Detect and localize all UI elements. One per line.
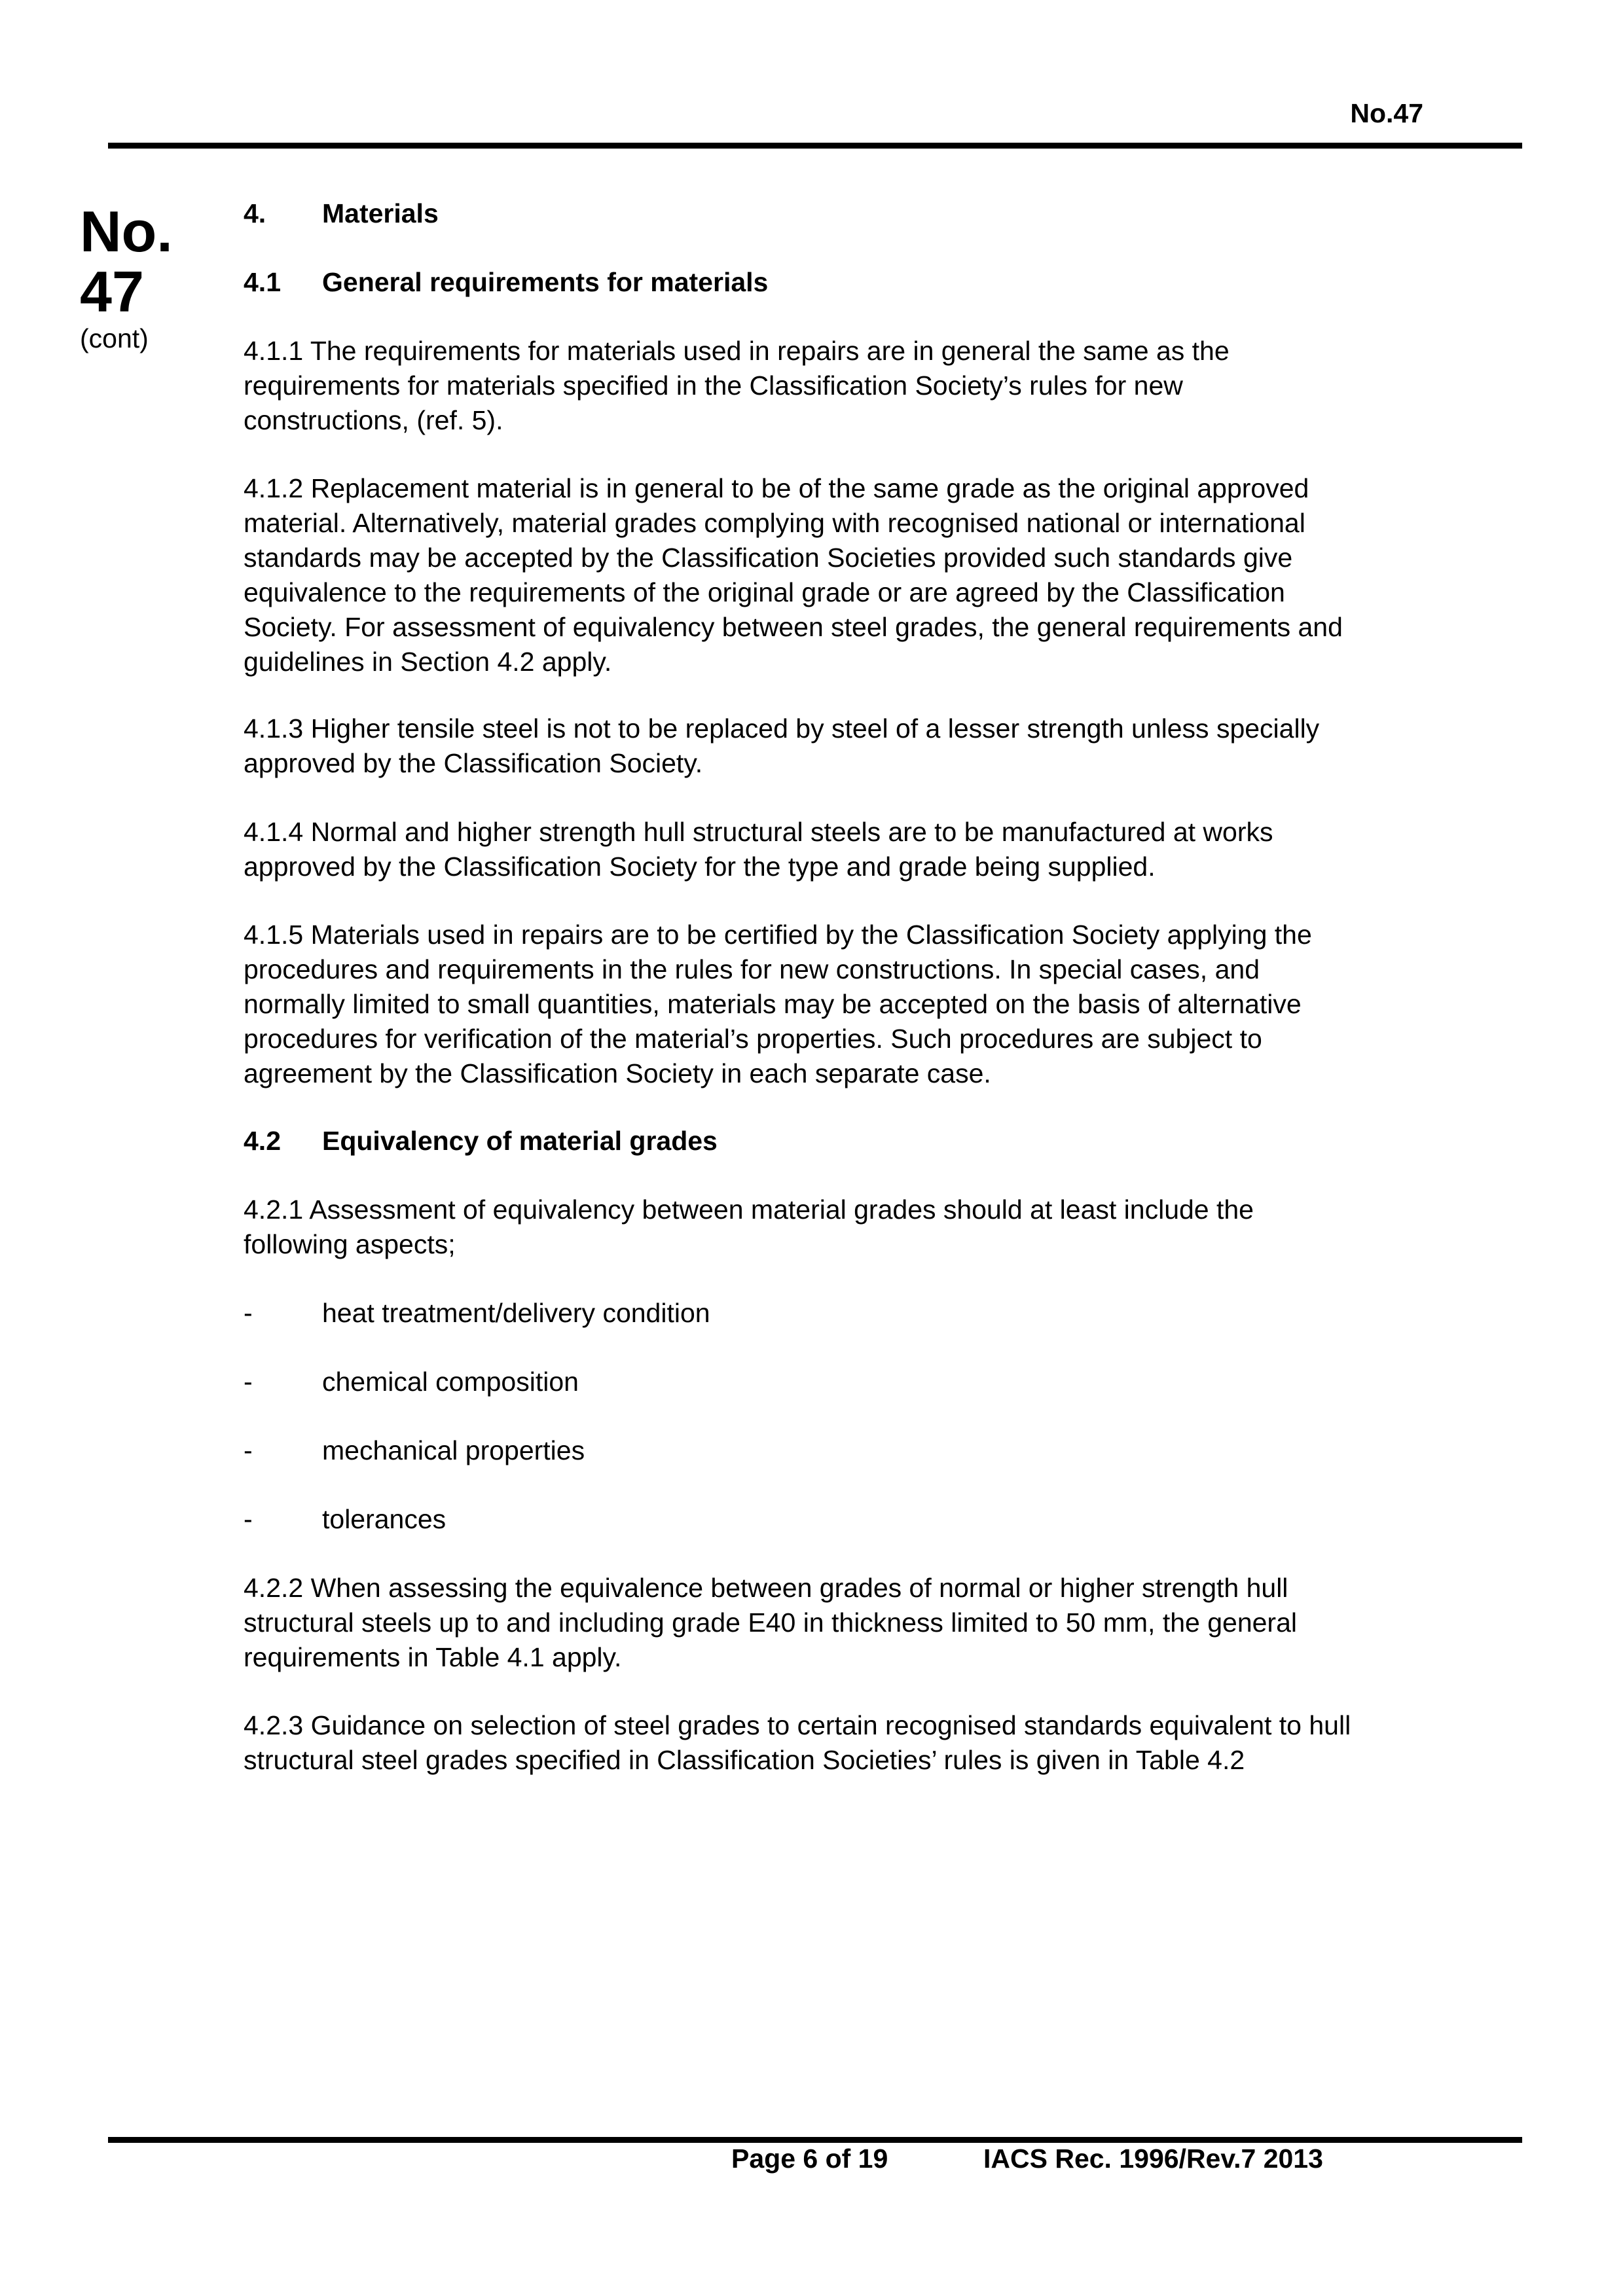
document-number-header: No.47: [1350, 98, 1423, 128]
paragraph-line: following aspects;: [244, 1229, 456, 1259]
paragraph-4-2-1: [244, 1193, 1487, 1262]
paragraph-4-1-2: [244, 471, 1487, 679]
paragraph-line: 4.1.1 The requirements for materials used in repairs are in general the same as the: [244, 336, 1230, 366]
side-label: [80, 199, 178, 355]
paragraph-line: material. Alternatively, material grades complying with recognised national or international: [244, 508, 1305, 538]
side-continued: (cont): [80, 323, 149, 353]
paragraph-line: structural steel grades specified in Classification Societies’ rules is given in Table 4.2: [244, 1745, 1245, 1775]
paragraph-4-2-3: [244, 1708, 1487, 1778]
header-rule: [108, 143, 1522, 149]
list-item: [244, 1365, 1487, 1399]
paragraph-line: procedures for verification of the material’s properties. Such procedures are subject to: [244, 1024, 1262, 1054]
paragraph-line: 4.1.2 Replacement material is in general to be of the same grade as the original approved: [244, 473, 1309, 503]
paragraph-line: requirements for materials specified in the Classification Society’s rules for new: [244, 370, 1183, 401]
heading-section-4: [244, 196, 1487, 231]
bullet-dash: -: [244, 1298, 253, 1328]
paragraph-line: approved by the Classification Society for the type and grade being supplied.: [244, 852, 1156, 882]
paragraph-line: agreement by the Classification Society in each separate case.: [244, 1058, 991, 1088]
paragraph-line: guidelines in Section 4.2 apply.: [244, 647, 612, 677]
paragraph-line: 4.2.1 Assessment of equivalency between material grades should at least include the: [244, 1194, 1254, 1225]
list-item-text: tolerances: [322, 1504, 447, 1534]
side-number-line2: 47: [80, 259, 144, 324]
paragraph-line: procedures and requirements in the rules for new constructions. In special cases, and: [244, 954, 1260, 984]
paragraph-4-1-4: [244, 815, 1487, 884]
page-number: Page 6 of 19: [731, 2144, 888, 2174]
bullet-dash: -: [244, 1367, 253, 1397]
heading-title: General requirements for materials: [322, 267, 769, 297]
paragraph-line: constructions, (ref. 5).: [244, 405, 503, 435]
paragraph-4-2-2: [244, 1571, 1487, 1675]
bullet-dash: -: [244, 1435, 253, 1465]
paragraph-line: 4.2.3 Guidance on selection of steel grades to certain recognised standards equivalent to hull: [244, 1710, 1351, 1740]
heading-section-4-1: [244, 265, 1487, 300]
list-item: [244, 1502, 1487, 1537]
list-item-text: chemical composition: [322, 1367, 579, 1397]
paragraph-line: equivalence to the requirements of the original grade or are agreed by the Classification: [244, 577, 1285, 607]
paragraph-line: structural steels up to and including grade E40 in thickness limited to 50 mm, the general: [244, 1607, 1297, 1638]
heading-number: 4.1: [244, 267, 281, 297]
side-number-line1: No.: [80, 199, 173, 264]
paragraph-4-1-5: [244, 918, 1487, 1091]
heading-number: 4.: [244, 198, 266, 228]
paragraph-line: normally limited to small quantities, materials may be accepted on the basis of alternative: [244, 989, 1302, 1019]
paragraph-line: 4.1.3 Higher tensile steel is not to be replaced by steel of a lesser strength unless specially: [244, 713, 1320, 744]
paragraph-4-1-1: [244, 334, 1487, 438]
heading-number: 4.2: [244, 1126, 281, 1156]
paragraph-line: 4.2.2 When assessing the equivalence between grades of normal or higher strength hull: [244, 1573, 1288, 1603]
paragraph-line: Society. For assessment of equivalency between steel grades, the general requirements and: [244, 612, 1343, 642]
paragraph-line: standards may be accepted by the Classification Societies provided such standards give: [244, 543, 1293, 573]
paragraph-line: requirements in Table 4.1 apply.: [244, 1642, 622, 1672]
footer-rule: [108, 2137, 1522, 2143]
bullet-dash: -: [244, 1504, 253, 1534]
list-item-text: heat treatment/delivery condition: [322, 1298, 710, 1328]
document-revision: IACS Rec. 1996/Rev.7 2013: [983, 2144, 1323, 2174]
paragraph-4-1-3: [244, 711, 1487, 781]
paragraph-line: 4.1.5 Materials used in repairs are to be certified by the Classification Society applying the: [244, 920, 1312, 950]
list-item-text: mechanical properties: [322, 1435, 585, 1465]
list-item: [244, 1433, 1487, 1468]
heading-title: Equivalency of material grades: [322, 1126, 718, 1156]
heading-title: Materials: [322, 198, 439, 228]
heading-section-4-2: [244, 1124, 1487, 1158]
paragraph-line: 4.1.4 Normal and higher strength hull structural steels are to be manufactured at works: [244, 817, 1273, 847]
list-item: [244, 1296, 1487, 1331]
paragraph-line: approved by the Classification Society.: [244, 748, 703, 778]
